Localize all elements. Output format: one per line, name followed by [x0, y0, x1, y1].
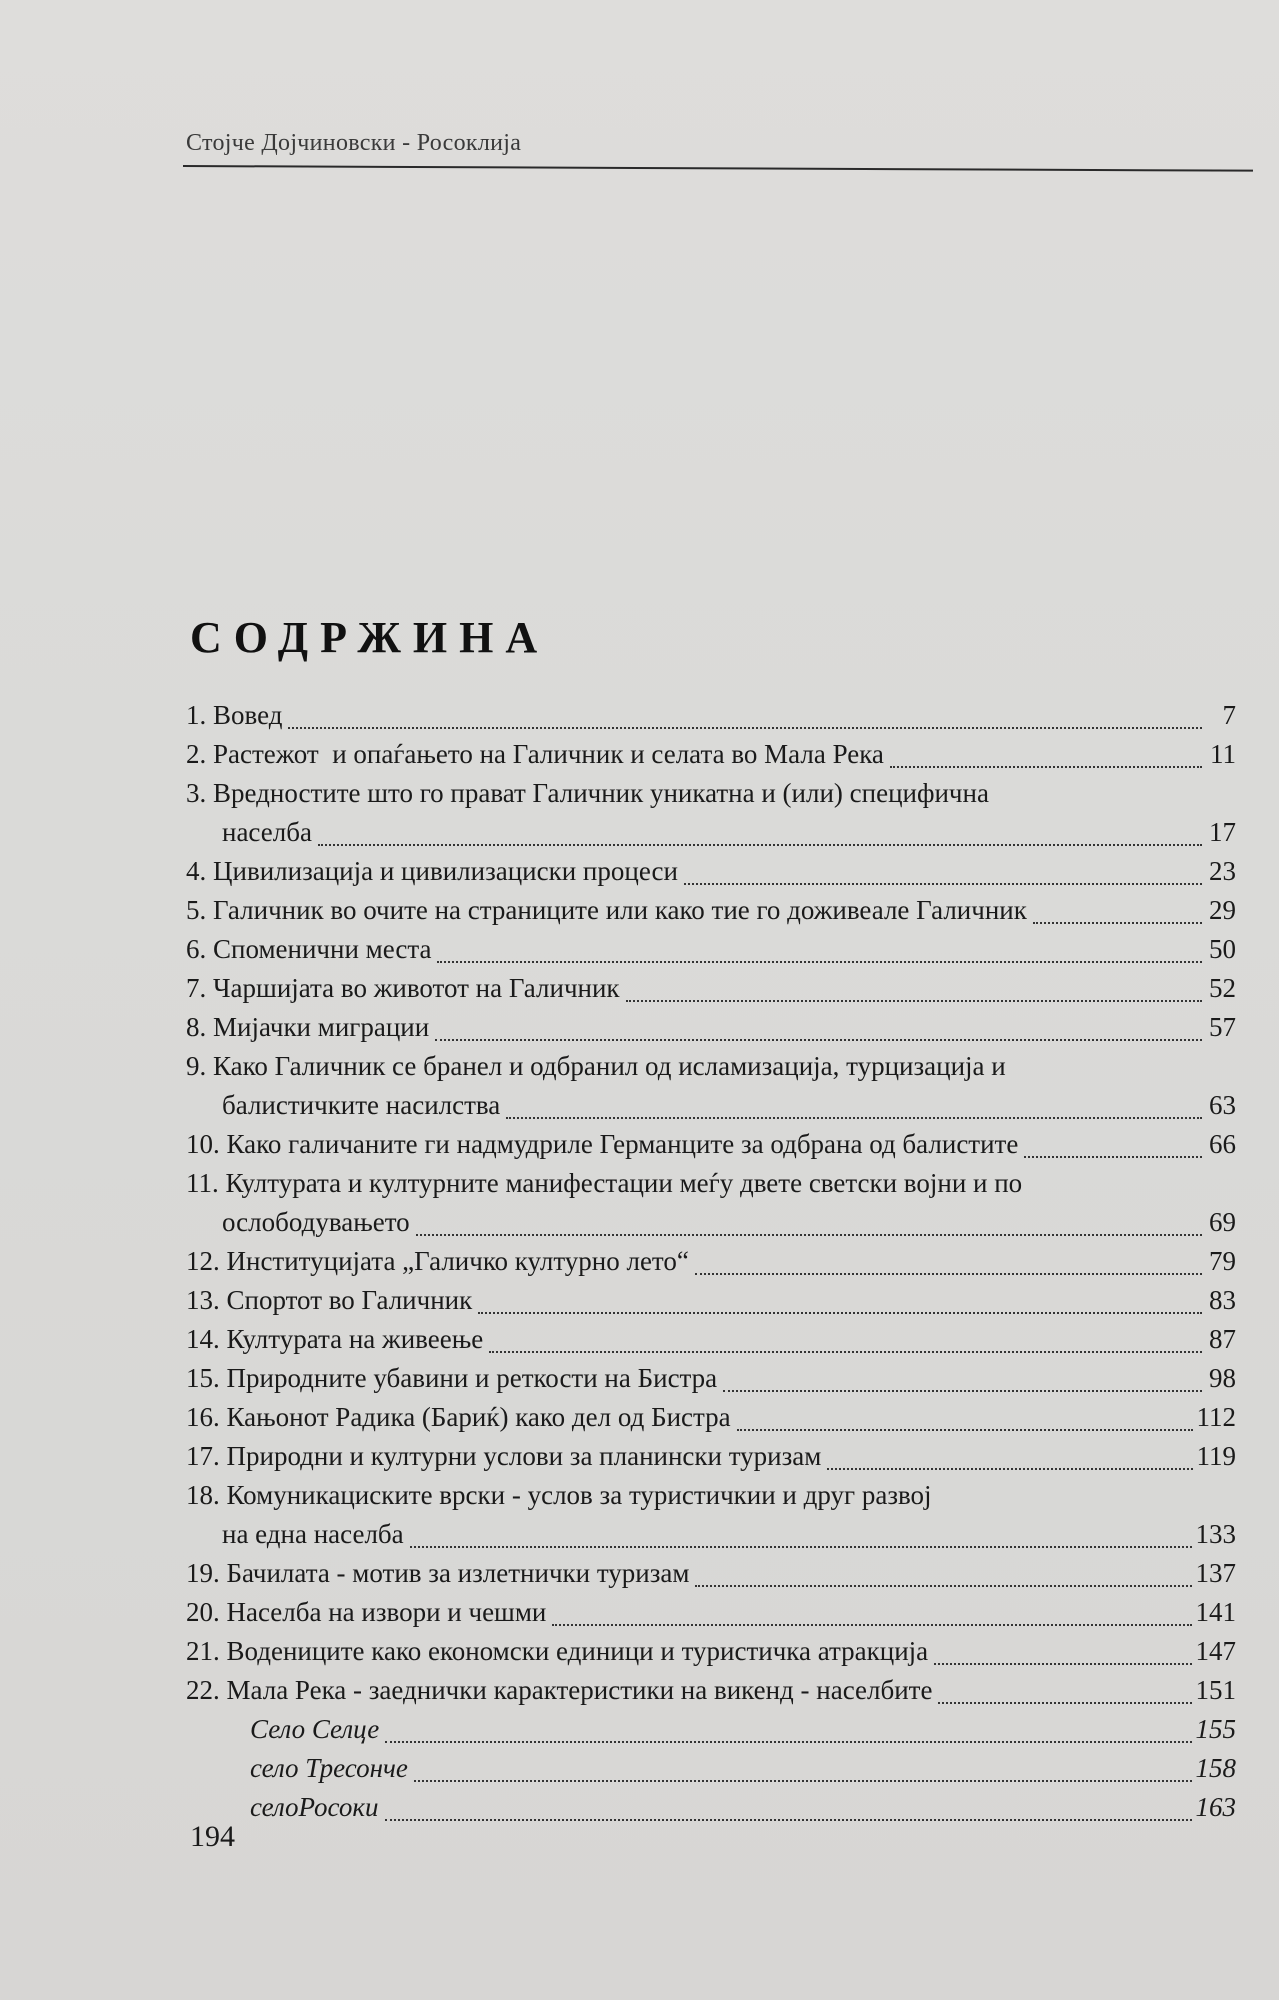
- dot-leader: [695, 1273, 1202, 1275]
- toc-entry-title: Културата на живеење: [226, 1324, 484, 1354]
- toc-entry-number: 8.: [186, 1012, 213, 1042]
- toc-entry-title: Населба на извори и чешми: [226, 1597, 547, 1627]
- toc-entry-title: селоРосоки: [250, 1792, 379, 1822]
- toc-entry-page: 29: [1209, 895, 1236, 925]
- toc-entry: [186, 1398, 1236, 1437]
- toc-entry-number: 16.: [186, 1402, 227, 1432]
- page-number: 194: [190, 1820, 235, 1853]
- toc-entry-page: 11: [1210, 739, 1236, 769]
- toc-entry: [186, 852, 1236, 891]
- toc-entry-title: село Тресонче: [250, 1753, 408, 1783]
- toc-entry-title: Како Галичник се бранел и одбранил од исламизација, турцизација и: [213, 1051, 1006, 1081]
- dot-leader: [288, 727, 1202, 729]
- table-of-contents: [186, 696, 1236, 1827]
- dot-leader: [684, 883, 1202, 885]
- toc-entry-number: 4.: [186, 856, 213, 886]
- toc-entry-page: 119: [1196, 1441, 1236, 1471]
- toc-entry-page: 83: [1209, 1285, 1236, 1315]
- toc-entry-title: Мијачки миграции: [213, 1012, 430, 1042]
- toc-entry: [186, 1125, 1236, 1164]
- dot-leader: [695, 1585, 1191, 1587]
- dot-leader: [1024, 1156, 1202, 1158]
- toc-entry: [186, 813, 1236, 852]
- toc-entry-number: 15.: [186, 1363, 227, 1393]
- dot-leader: [1033, 922, 1202, 924]
- header-rule: [183, 165, 1253, 172]
- toc-entry: [186, 1086, 1236, 1125]
- toc-entry: [186, 1515, 1236, 1554]
- toc-entry-number: 20.: [186, 1597, 227, 1627]
- toc-entry-page: 17: [1209, 817, 1236, 847]
- toc-entry-page: 141: [1195, 1597, 1236, 1627]
- toc-entry-number: 19.: [186, 1558, 227, 1588]
- toc-entry-title: Спортот во Галичник: [226, 1285, 473, 1315]
- toc-entry-number: 3.: [186, 778, 213, 808]
- toc-entry: [186, 1671, 1236, 1710]
- toc-entry-title: Село Селце: [250, 1714, 380, 1744]
- dot-leader: [934, 1663, 1191, 1665]
- toc-entry-page: 23: [1209, 856, 1236, 886]
- toc-entry: [186, 1047, 1236, 1086]
- toc-entry-number: 7.: [186, 973, 213, 1003]
- toc-entry-title: Растежот и опаѓањето на Галичник и селата во Мала Река: [213, 739, 884, 769]
- toc-entry-page: 57: [1209, 1012, 1236, 1042]
- toc-entry-title: Чаршијата во животот на Галичник: [213, 973, 620, 1003]
- toc-entry-title: Комуникациските врски - услов за туристичкии и друг развој: [226, 1480, 932, 1510]
- toc-entry-page: 98: [1209, 1363, 1236, 1393]
- toc-entry-title: Споменични места: [213, 934, 432, 964]
- dot-leader: [827, 1468, 1192, 1470]
- toc-entry-title: Бачилата - мотив за излетнички туризам: [226, 1558, 690, 1588]
- toc-entry: [186, 891, 1236, 930]
- dot-leader: [478, 1312, 1202, 1314]
- toc-entry: [186, 1242, 1236, 1281]
- toc-entry-page: 66: [1209, 1129, 1236, 1159]
- toc-entry: [186, 1164, 1236, 1203]
- running-header: Стојче Дојчиновски - Росоклија: [186, 130, 522, 156]
- toc-entry-number: 9.: [186, 1051, 213, 1081]
- toc-entry-page: 158: [1195, 1753, 1236, 1783]
- toc-entry: [186, 969, 1236, 1008]
- dot-leader: [410, 1546, 1192, 1548]
- toc-entry-title: Културата и културните манифестации меѓу двете светски војни и по: [225, 1168, 1023, 1198]
- toc-entry-title: Институцијата „Галичко културно лето“: [226, 1246, 689, 1276]
- dot-leader: [437, 961, 1202, 963]
- toc-entry-page: 69: [1209, 1207, 1236, 1237]
- toc-entry-title: Вредностите што го прават Галичник уникатна и (или) специфична: [213, 778, 989, 808]
- toc-entry-title: Природните убавини и реткости на Бистра: [226, 1363, 718, 1393]
- toc-entry-page: 112: [1196, 1402, 1236, 1432]
- toc-entry-number: 12.: [186, 1246, 227, 1276]
- toc-entry-number: 5.: [186, 895, 213, 925]
- toc-entry: [186, 1749, 1236, 1788]
- toc-entry-number: 21.: [186, 1636, 227, 1666]
- dot-leader: [416, 1234, 1202, 1236]
- toc-entry-title: балистичките насилства: [222, 1090, 501, 1120]
- toc-entry-page: 63: [1209, 1090, 1236, 1120]
- dot-leader: [385, 1741, 1191, 1743]
- toc-entry-number: 13.: [186, 1285, 227, 1315]
- dot-leader: [552, 1624, 1191, 1626]
- toc-entry-number: 22.: [186, 1675, 227, 1705]
- toc-entry-page: 155: [1195, 1714, 1236, 1744]
- toc-entry-page: 133: [1195, 1519, 1236, 1549]
- dot-leader: [414, 1780, 1192, 1782]
- toc-entry-number: 10.: [186, 1129, 227, 1159]
- toc-entry-title: Вовед: [213, 700, 283, 730]
- toc-entry: [186, 1008, 1236, 1047]
- dot-leader: [318, 844, 1202, 846]
- dot-leader: [890, 766, 1202, 768]
- toc-entry: [186, 1203, 1236, 1242]
- toc-entry-title: Цивилизација и цивилизациски процеси: [213, 856, 678, 886]
- toc-entry-title: Природни и културни услови за планински туризам: [226, 1441, 822, 1471]
- toc-entry-page: 147: [1195, 1636, 1236, 1666]
- dot-leader: [506, 1117, 1202, 1119]
- toc-entry-title: ослободувањето: [222, 1207, 410, 1237]
- toc-entry: [186, 1710, 1236, 1749]
- dot-leader: [626, 1000, 1202, 1002]
- toc-entry-number: 6.: [186, 934, 213, 964]
- toc-entry-number: 18.: [186, 1480, 227, 1510]
- toc-entry: [186, 1359, 1236, 1398]
- toc-title: СОДРЖИНА: [190, 613, 550, 662]
- dot-leader: [385, 1819, 1192, 1821]
- toc-entry: [186, 696, 1236, 735]
- toc-entry: [186, 1593, 1236, 1632]
- toc-entry-number: 2.: [186, 739, 213, 769]
- toc-entry-page: 79: [1209, 1246, 1236, 1276]
- toc-entry-number: 17.: [186, 1441, 227, 1471]
- toc-entry-page: 52: [1209, 973, 1236, 1003]
- dot-leader: [489, 1351, 1202, 1353]
- toc-entry-page: 163: [1195, 1792, 1236, 1822]
- toc-entry: [186, 1476, 1236, 1515]
- toc-entry: [186, 1281, 1236, 1320]
- toc-entry-page: 87: [1209, 1324, 1236, 1354]
- toc-entry-page: 50: [1209, 934, 1236, 964]
- dot-leader: [723, 1390, 1202, 1392]
- toc-entry: [186, 1632, 1236, 1671]
- toc-entry-title: населба: [222, 817, 312, 847]
- toc-entry-title: Како галичаните ги надмудриле Германците за одбрана од балистите: [226, 1129, 1019, 1159]
- toc-entry-number: 1.: [186, 700, 213, 730]
- toc-entry: [186, 930, 1236, 969]
- dot-leader: [737, 1429, 1193, 1431]
- toc-entry: [186, 735, 1236, 774]
- toc-entry-title: Кањонот Радика (Бариќ) како дел од Бистра: [226, 1402, 731, 1432]
- dot-leader: [435, 1039, 1202, 1041]
- toc-entry-title: на една населба: [222, 1519, 404, 1549]
- toc-entry-number: 14.: [186, 1324, 227, 1354]
- toc-entry-page: 151: [1195, 1675, 1236, 1705]
- toc-entry-title: Воденицитe како економски единици и туристичка атракција: [226, 1636, 929, 1666]
- toc-entry-title: Мала Река - заеднички карактеристики на викенд - населбите: [226, 1675, 933, 1705]
- toc-entry: [186, 1437, 1236, 1476]
- toc-entry: [186, 1788, 1236, 1827]
- toc-entry-page: 137: [1195, 1558, 1236, 1588]
- toc-entry: [186, 774, 1236, 813]
- dot-leader: [938, 1702, 1191, 1704]
- toc-entry-page: 7: [1222, 700, 1236, 730]
- toc-entry: [186, 1554, 1236, 1593]
- toc-entry: [186, 1320, 1236, 1359]
- toc-entry-title: Галичник во очите на страниците или како тие го доживеале Галичник: [213, 895, 1027, 925]
- toc-entry-number: 11.: [186, 1168, 226, 1198]
